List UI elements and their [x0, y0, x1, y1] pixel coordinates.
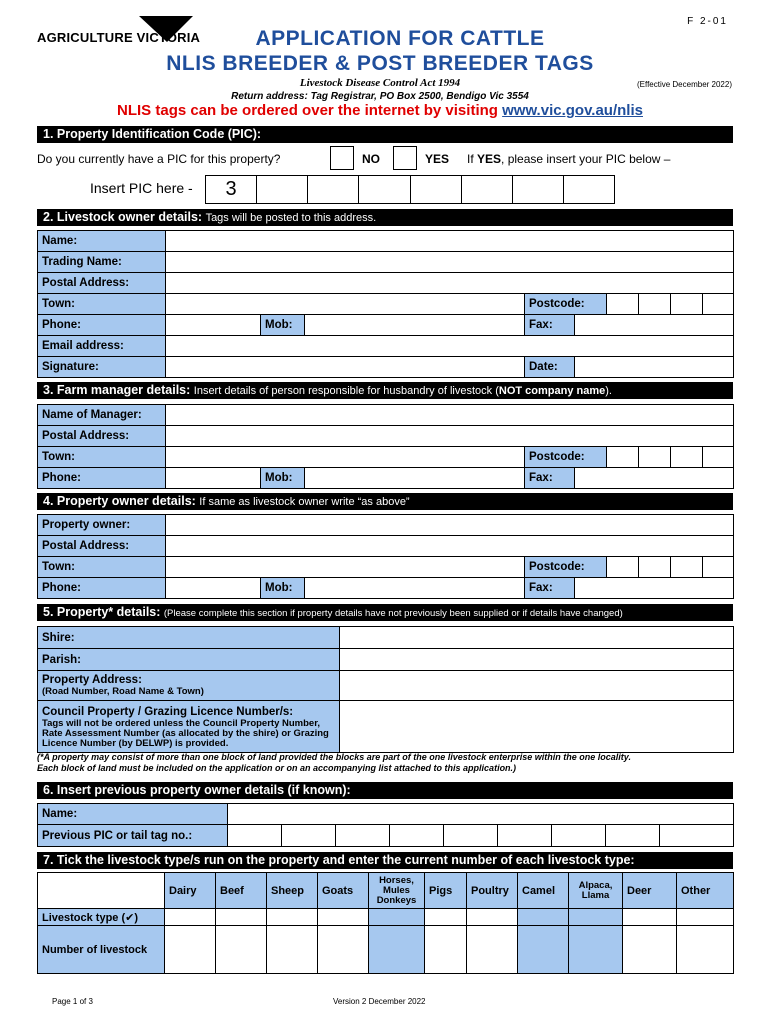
type-deer: Deer: [623, 873, 677, 909]
previous-pic-digit[interactable]: [228, 825, 282, 847]
shire-label: Shire:: [38, 627, 340, 649]
tick-cell[interactable]: [318, 909, 369, 926]
type-pigs: Pigs: [425, 873, 467, 909]
date-label: Date:: [525, 357, 575, 378]
livestock-type-table: [37, 872, 734, 974]
fax-label: Fax:: [525, 315, 575, 336]
owner-postal-label: Postal Address:: [38, 536, 166, 557]
owner-postcode-label: Postcode:: [525, 557, 607, 578]
count-cell[interactable]: [267, 926, 318, 974]
livestock-type-row-label: Livestock type (✔): [38, 909, 165, 926]
previous-pic-digit[interactable]: [444, 825, 498, 847]
manager-mob-field[interactable]: [305, 468, 525, 489]
type-alpaca: Alpaca, Llama: [569, 873, 623, 909]
property-footnote: (*A property may consist of more than one block of land provided the blocks are part of the one livestock enterprise within the one locality. Each block of land must be included on the application or on an accompanying list attached to this application.): [37, 752, 631, 773]
phone-field[interactable]: [166, 315, 261, 336]
manager-postal-label: Postal Address:: [38, 426, 166, 447]
type-other: Other: [677, 873, 734, 909]
type-horses: Horses, Mules Donkeys: [369, 873, 425, 909]
logo-text: AGRICULTURE VICTORIA: [37, 30, 201, 45]
yes-checkbox[interactable]: [393, 146, 417, 170]
corner-cell: [38, 873, 165, 909]
livestock-owner-table: [37, 230, 734, 378]
section-1-header: 1. Property Identification Code (PIC):: [37, 126, 733, 143]
previous-pic-digit[interactable]: [552, 825, 606, 847]
postal-address-field[interactable]: [166, 273, 734, 294]
owner-fax-label: Fax:: [525, 578, 575, 599]
owner-mob-label: Mob:: [261, 578, 305, 599]
phone-label: Phone:: [38, 315, 166, 336]
property-owner-table: [37, 514, 734, 599]
previous-pic-digit[interactable]: [282, 825, 336, 847]
tick-cell[interactable]: [425, 909, 467, 926]
previous-pic-digit[interactable]: [390, 825, 444, 847]
effective-date: (Effective December 2022): [636, 80, 732, 89]
pic-digit[interactable]: [359, 176, 410, 204]
yes-label: YES: [425, 152, 450, 166]
manager-fax-field[interactable]: [575, 468, 734, 489]
pic-digit[interactable]: [257, 176, 308, 204]
pic-digit[interactable]: [461, 176, 512, 204]
town-field[interactable]: [166, 294, 525, 315]
nlis-link[interactable]: www.vic.gov.au/nlis: [502, 102, 643, 119]
previous-pic-label: Previous PIC or tail tag no.:: [38, 825, 228, 847]
property-owner-label: Property owner:: [38, 515, 166, 536]
previous-pic-digit[interactable]: [336, 825, 390, 847]
no-checkbox[interactable]: [330, 146, 354, 170]
postcode-digit[interactable]: [703, 557, 734, 578]
section-7-header: 7. Tick the livestock type/s run on the property and enter the current number of each livestock type:: [37, 852, 733, 869]
mob-label: Mob:: [261, 315, 305, 336]
farm-manager-table: [37, 404, 734, 489]
section-5-header: 5. Property* details: (Please complete this section if property details have not previously been supplied or if details have changed): [37, 604, 733, 621]
previous-pic-digit[interactable]: [498, 825, 552, 847]
pic-digit[interactable]: [308, 176, 359, 204]
manager-fax-label: Fax:: [525, 468, 575, 489]
number-livestock-row-label: Number of livestock: [38, 926, 165, 974]
count-cell[interactable]: [623, 926, 677, 974]
previous-owner-name-field[interactable]: [228, 804, 734, 825]
council-number-field[interactable]: [340, 701, 734, 753]
postcode-digit[interactable]: [671, 447, 703, 468]
town-label: Town:: [38, 294, 166, 315]
postcode-label: Postcode:: [525, 294, 607, 315]
type-camel: Camel: [518, 873, 569, 909]
section-3-header: 3. Farm manager details: Insert details of person responsible for husbandry of livestock (NOT company name).: [37, 382, 733, 399]
pic-note: If YES, please insert your PIC below –: [467, 152, 671, 166]
pic-question: Do you currently have a PIC for this property?: [37, 152, 281, 166]
manager-town-label: Town:: [38, 447, 166, 468]
section-2-header: 2. Livestock owner details: Tags will be posted to this address.: [37, 209, 733, 226]
email-label: Email address:: [38, 336, 166, 357]
postcode-digit[interactable]: [671, 294, 703, 315]
owner-mob-field[interactable]: [305, 578, 525, 599]
owner-town-label: Town:: [38, 557, 166, 578]
previous-pic-digit[interactable]: [606, 825, 660, 847]
count-cell[interactable]: [677, 926, 734, 974]
type-poultry: Poultry: [467, 873, 518, 909]
type-beef: Beef: [216, 873, 267, 909]
property-owner-field[interactable]: [166, 515, 734, 536]
type-dairy: Dairy: [165, 873, 216, 909]
previous-owner-name-label: Name:: [38, 804, 228, 825]
manager-phone-label: Phone:: [38, 468, 166, 489]
tick-cell[interactable]: [267, 909, 318, 926]
postcode-digit[interactable]: [671, 557, 703, 578]
manager-postal-field[interactable]: [166, 426, 734, 447]
council-number-label: Council Property / Grazing Licence Number/s: Tags will not be ordered unless the Council Property Number, Rate Assessment Number (as allocated by the shire) or Grazing Licence Number (by DELWP) is provided.: [38, 701, 340, 753]
date-field[interactable]: [575, 357, 734, 378]
pic-input-boxes: [205, 175, 615, 204]
section-6-header: 6. Insert previous property owner details (if known):: [37, 782, 733, 799]
previous-pic-extra[interactable]: [660, 825, 734, 847]
tick-cell[interactable]: [165, 909, 216, 926]
tick-cell[interactable]: [569, 909, 623, 926]
no-label: NO: [362, 152, 380, 166]
property-details-table: [37, 626, 734, 753]
signature-field[interactable]: [166, 357, 525, 378]
property-address-label: Property Address: (Road Number, Road Name & Town): [38, 671, 340, 701]
count-cell[interactable]: [165, 926, 216, 974]
pic-digit[interactable]: [563, 176, 614, 204]
order-notice: NLIS tags can be ordered over the internet by visiting www.vic.gov.au/nlis: [117, 102, 643, 119]
count-cell[interactable]: [425, 926, 467, 974]
manager-name-label: Name of Manager:: [38, 405, 166, 426]
trading-name-field[interactable]: [166, 252, 734, 273]
postcode-digit[interactable]: [607, 294, 639, 315]
postal-address-label: Postal Address:: [38, 273, 166, 294]
previous-owner-table: [37, 803, 734, 847]
title-line-1: APPLICATION FOR CATTLE: [255, 27, 545, 50]
owner-phone-label: Phone:: [38, 578, 166, 599]
type-sheep: Sheep: [267, 873, 318, 909]
pic-digit[interactable]: [410, 176, 461, 204]
shire-field[interactable]: [340, 627, 734, 649]
postcode-digit[interactable]: [639, 557, 671, 578]
page-number: Page 1 of 3: [52, 997, 93, 1006]
postcode-digit[interactable]: [639, 294, 671, 315]
name-label: Name:: [38, 231, 166, 252]
parish-field[interactable]: [340, 649, 734, 671]
count-cell[interactable]: [518, 926, 569, 974]
parish-label: Parish:: [38, 649, 340, 671]
act-reference: Livestock Disease Control Act 1994: [299, 77, 461, 89]
manager-mob-label: Mob:: [261, 468, 305, 489]
tick-cell[interactable]: [677, 909, 734, 926]
pic-digit[interactable]: [512, 176, 563, 204]
count-cell[interactable]: [369, 926, 425, 974]
owner-postal-field[interactable]: [166, 536, 734, 557]
form-number: F 2-01: [687, 16, 728, 27]
property-address-field[interactable]: [340, 671, 734, 701]
tick-cell[interactable]: [518, 909, 569, 926]
postcode-digit[interactable]: [639, 447, 671, 468]
title-line-2: NLIS BREEDER & POST BREEDER TAGS: [166, 52, 594, 75]
postcode-digit[interactable]: [703, 447, 734, 468]
manager-name-field[interactable]: [166, 405, 734, 426]
tick-cell[interactable]: [216, 909, 267, 926]
postcode-digit[interactable]: [607, 557, 639, 578]
owner-town-field[interactable]: [166, 557, 525, 578]
count-cell[interactable]: [569, 926, 623, 974]
return-address: Return address: Tag Registrar, PO Box 2500, Bendigo Vic 3554: [231, 91, 529, 102]
tick-cell[interactable]: [467, 909, 518, 926]
signature-label: Signature:: [38, 357, 166, 378]
name-field[interactable]: [166, 231, 734, 252]
postcode-digit[interactable]: [607, 447, 639, 468]
count-cell[interactable]: [318, 926, 369, 974]
trading-name-label: Trading Name:: [38, 252, 166, 273]
version-text: Version 2 December 2022: [333, 997, 426, 1006]
count-cell[interactable]: [467, 926, 518, 974]
tick-cell[interactable]: [623, 909, 677, 926]
owner-phone-field[interactable]: [166, 578, 261, 599]
pic-digit[interactable]: 3: [206, 176, 257, 204]
insert-pic-label: Insert PIC here -: [90, 180, 193, 196]
mob-field[interactable]: [305, 315, 525, 336]
owner-fax-field[interactable]: [575, 578, 734, 599]
email-field[interactable]: [166, 336, 734, 357]
postcode-digit[interactable]: [703, 294, 734, 315]
manager-postcode-label: Postcode:: [525, 447, 607, 468]
fax-field[interactable]: [575, 315, 734, 336]
count-cell[interactable]: [216, 926, 267, 974]
manager-town-field[interactable]: [166, 447, 525, 468]
section-4-header: 4. Property owner details: If same as livestock owner write “as above”: [37, 493, 733, 510]
tick-cell[interactable]: [369, 909, 425, 926]
type-goats: Goats: [318, 873, 369, 909]
manager-phone-field[interactable]: [166, 468, 261, 489]
